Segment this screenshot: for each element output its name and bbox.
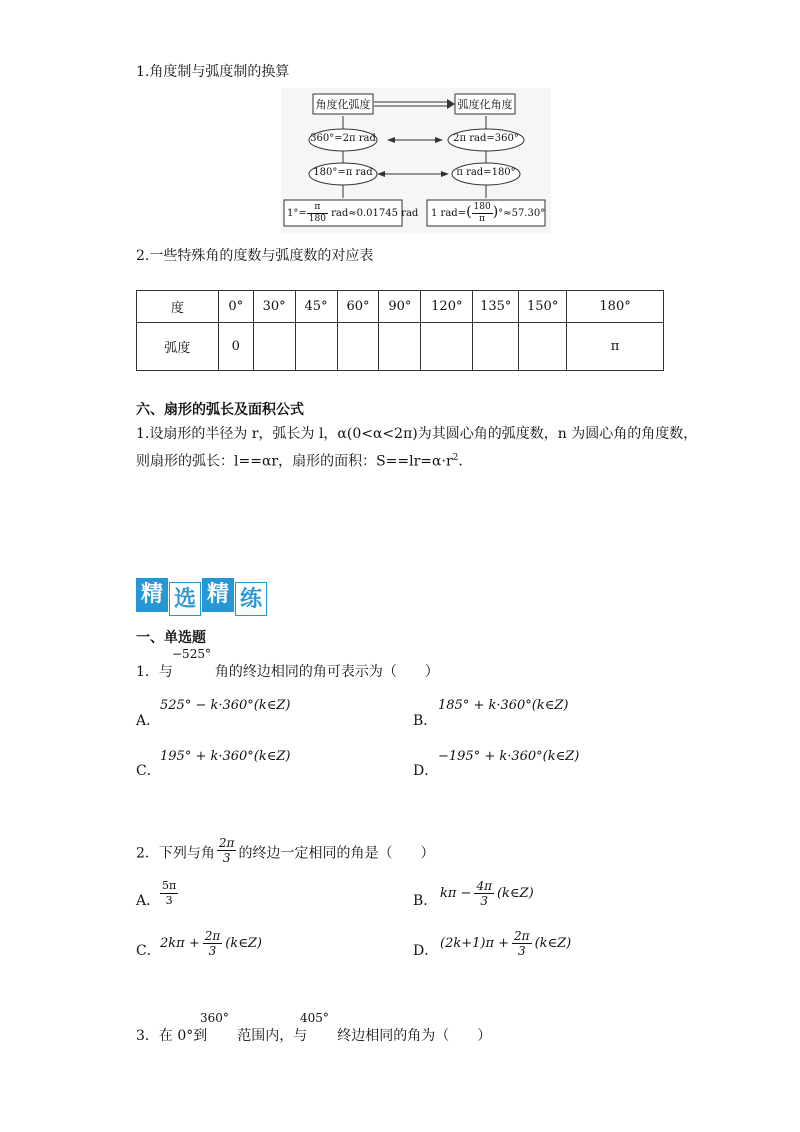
q2-option-b-post: (k∈Z) <box>496 886 534 901</box>
fraction-denominator: 180 <box>308 214 326 224</box>
q3-stem-angle-360: 360° <box>200 1011 229 1025</box>
diagram-left-title: 角度化弧度 <box>315 98 371 111</box>
table-cell: 120° <box>421 291 473 323</box>
sector-text-line1: 1.设扇形的半径为 r，弧长为 l，α(0<α<2π)为其圆心角的弧度数，n 为圆心角的角度数， <box>136 426 698 442</box>
table-cell <box>337 323 379 371</box>
fraction-numerator: 5π <box>162 879 177 892</box>
q2-stem-fraction <box>217 836 237 865</box>
q3-stem-angle-405: 405° <box>300 1011 329 1025</box>
diagram-left-unit-prefix: 1°= <box>287 208 307 219</box>
diagram-left-unit-suffix: rad≈0.01745 rad <box>327 208 419 219</box>
fraction-numerator: π <box>307 202 328 214</box>
q2-stem-prefix: 2．下列与角 <box>136 845 215 862</box>
q2-option-d-expr <box>440 929 571 958</box>
table-cell: 60° <box>337 291 379 323</box>
paren-close: ) <box>492 204 499 220</box>
part-heading-single-choice: 一、单选题 <box>136 630 206 646</box>
q2-option-d-post: (k∈Z) <box>534 936 572 951</box>
fraction-denominator: 3 <box>208 944 217 958</box>
q2-option-c-expr <box>160 929 262 958</box>
fraction-numerator: 2π <box>514 929 530 943</box>
table-cell <box>519 323 567 371</box>
section-heading-table: 2.一些特殊角的度数与弧度数的对应表 <box>136 248 374 264</box>
q1-stem-prefix: 1．与 <box>136 664 173 680</box>
diagram-left-eq1: 360°=2π rad <box>310 133 376 144</box>
banner-char-4: 练 <box>235 582 267 616</box>
q1-option-a-expr: 525° − k·360°(k∈Z) <box>160 698 291 713</box>
table-cell: 150° <box>519 291 567 323</box>
q1-option-c-expr: 195° + k·360°(k∈Z) <box>160 749 291 764</box>
q2-option-d-fraction <box>512 929 532 958</box>
q2-option-a-expr <box>160 879 178 908</box>
diagram-right-eq1: 2π rad=360° <box>453 133 519 144</box>
q1-option-d-expr: −195° + k·360°(k∈Z) <box>438 749 580 764</box>
conversion-diagram <box>281 88 551 233</box>
q2-option-c-label: C． <box>136 943 161 959</box>
fraction-denominator: π <box>479 214 486 224</box>
q1-option-a-label: A． <box>136 713 161 729</box>
table-cell <box>253 323 295 371</box>
table-cell: 0° <box>218 291 253 323</box>
sector-text-line2 <box>136 448 463 472</box>
diagram-left-eq2: 180°=π rad <box>313 167 373 178</box>
table-cell <box>473 323 519 371</box>
table-cell: 弧度 <box>137 323 219 371</box>
diagram-right-unit <box>431 202 545 225</box>
q3-stem-prefix: 3．在 0°到 <box>136 1028 208 1044</box>
q2-option-d-pre: (2k+1)π + <box>440 936 510 951</box>
q2-option-d-label: D． <box>413 943 439 959</box>
table-cell: 90° <box>379 291 421 323</box>
table-row-degrees <box>137 291 664 323</box>
table-cell: 30° <box>253 291 295 323</box>
banner-char-2: 选 <box>169 582 201 616</box>
table-cell <box>295 323 337 371</box>
section-heading-conversion: 1.角度制与弧度制的换算 <box>136 64 290 80</box>
fraction-numerator: 2π <box>218 836 235 850</box>
q1-option-b-label: B． <box>413 713 438 729</box>
q2-option-b-pre: kπ − <box>440 886 472 901</box>
section-heading-sector: 六、扇形的弧长及面积公式 <box>136 402 304 418</box>
paren-open: ( <box>466 204 472 220</box>
degree-radian-table <box>136 290 664 371</box>
q3-stem-mid: 范围内，与 <box>237 1028 308 1044</box>
diagram-left-unit <box>287 202 418 225</box>
sector-text-line2-sup: 2 <box>452 453 459 463</box>
fraction-numerator: 2π <box>204 929 221 943</box>
q3-stem-suffix: 终边相同的角为（ ） <box>337 1028 492 1044</box>
q2-option-b-label: B． <box>413 893 438 909</box>
q1-stem-suffix: 角的终边相同的角可表示为（ ） <box>214 664 439 680</box>
table-cell: 45° <box>295 291 337 323</box>
q2-option-a-label: A． <box>136 893 161 909</box>
table-cell: 135° <box>473 291 519 323</box>
q1-option-c-label: C． <box>136 763 161 779</box>
sector-text-line2-end: . <box>458 453 463 470</box>
q2-stem <box>136 836 435 868</box>
diagram-right-unit-prefix: 1 rad= <box>431 208 467 219</box>
table-cell: 180° <box>567 291 664 323</box>
fraction-denominator: 3 <box>517 944 526 958</box>
fraction-denominator: 3 <box>222 851 231 865</box>
q2-stem-suffix: 的终边一定相同的角是（ ） <box>238 845 435 862</box>
q2-option-c-fraction <box>203 929 223 958</box>
banner-char-3: 精 <box>202 578 234 612</box>
diagram-right-unit-suffix: °≈57.30° <box>498 208 546 219</box>
table-cell: 0 <box>218 323 253 371</box>
banner-char-1: 精 <box>136 578 168 612</box>
fraction-denominator: 3 <box>480 894 489 908</box>
q1-stem-angle: −525° <box>172 647 211 661</box>
q2-option-c-post: (k∈Z) <box>225 936 262 951</box>
table-cell: 度 <box>137 291 219 323</box>
q1-option-b-expr: 185° + k·360°(k∈Z) <box>438 698 569 713</box>
fraction-numerator: 180 <box>473 202 491 212</box>
table-cell <box>421 323 473 371</box>
diagram-right-title: 弧度化角度 <box>457 98 513 111</box>
diagram-left-unit-fraction <box>307 202 328 225</box>
q2-option-c-pre: 2kπ + <box>160 936 200 951</box>
diagram-right-unit-fraction <box>472 202 493 225</box>
sector-text-line2-body: 则扇形的弧长：l==αr，扇形的面积：S==lr=α·r <box>136 453 453 470</box>
diagram-right-eq2: π rad=180° <box>456 167 516 178</box>
q2-option-b-expr <box>440 879 534 908</box>
q1-stem <box>136 662 439 682</box>
fraction-denominator: 3 <box>165 894 173 907</box>
q3-stem <box>136 1026 491 1046</box>
q2-option-a-fraction <box>160 879 178 908</box>
fraction-numerator: 4π <box>476 879 492 893</box>
q1-option-d-label: D． <box>413 763 439 779</box>
table-cell <box>379 323 421 371</box>
table-row-radians <box>137 323 664 371</box>
table-cell: π <box>567 323 664 371</box>
q2-option-b-fraction <box>474 879 494 908</box>
